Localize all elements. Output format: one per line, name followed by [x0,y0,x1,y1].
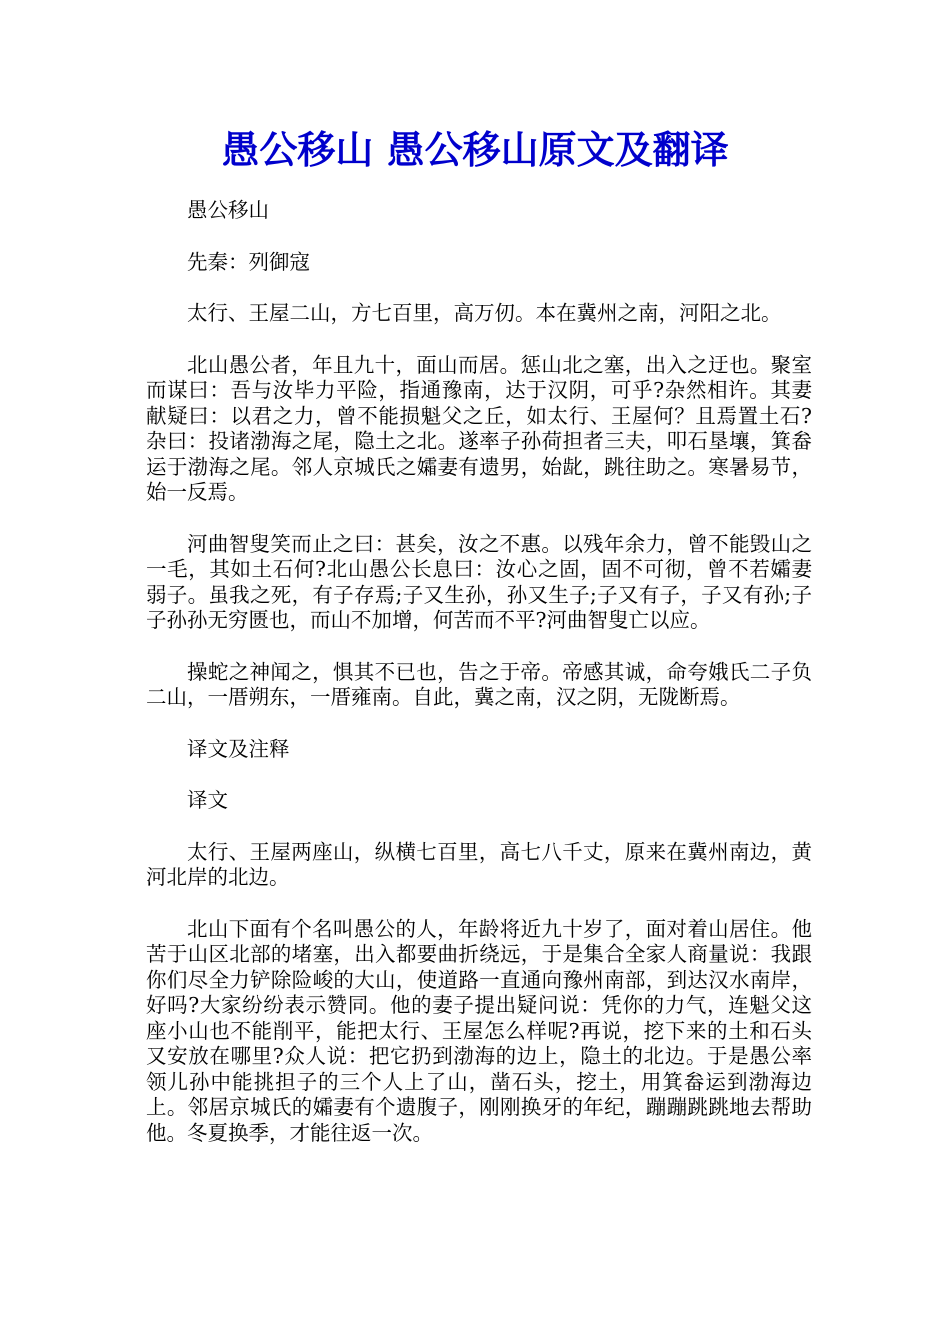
document-title: 愚公移山 愚公移山原文及翻译 [221,128,729,172]
paragraph-subtitle: 愚公移山 [187,198,269,222]
paragraph-original-4: 操蛇之神闻之，惧其不已也，告之于帝。帝感其诚，命夸娥氏二子负二山，一厝朔东，一厝雍南。自此，冀之南，汉之阴，无陇断焉。 [146,659,812,709]
paragraph-translation-1: 太行、王屋两座山，纵横七百里，高七八千丈，原来在冀州南边，黄河北岸的北边。 [146,839,812,889]
document-body [146,198,812,1172]
paragraph-translation-2: 北山下面有个名叫愚公的人，年龄将近九十岁了，面对着山居住。他苦于山区北部的堵塞，出入都要曲折绕远，于是集合全家人商量说：我跟你们尽全力铲除险峻的大山，使道路一直通向豫州南部，到达汉水南岸，好吗?大家纷纷表示赞同。他的妻子提出疑问说：凭你的力气，连魁父这座小山也不能削平，能把太行、王屋怎么样呢?再说，挖下来的土和石头又安放在哪里?众人说：把它扔到渤海的边上，隐土的北边。于是愚公率领儿孙中能挑担子的三个人上了山，凿石头，挖土，用箕畚运到渤海边上。邻居京城氏的孀妻有个遗腹子，刚刚换牙的年纪，蹦蹦跳跳地去帮助他。冬夏换季，才能往返一次。 [146,916,812,1145]
paragraph-original-2: 北山愚公者，年且九十，面山而居。惩山北之塞，出入之迂也。聚室而谋曰：吾与汝毕力平险，指通豫南，达于汉阴，可乎?杂然相许。其妻献疑曰：以君之力，曾不能损魁父之丘，如太行、王屋何？且焉置土石?杂曰：投诸渤海之尾，隐土之北。遂率子孙荷担者三夫，叩石垦壤，箕畚运于渤海之尾。邻人京城氏之孀妻有遗男，始龀，跳往助之。寒暑易节，始一反焉。 [146,352,812,504]
section-heading-translation: 译文 [187,788,228,812]
paragraph-original-3: 河曲智叟笑而止之曰：甚矣，汝之不惠。以残年余力，曾不能毁山之一毛，其如土石何?北山愚公长息曰：汝心之固，固不可彻，曾不若孀妻弱子。虽我之死，有子存焉;子又生孙，孙又生子;子又有子，子又有孙;子子孙孙无穷匮也，而山不加增，何苦而不平?河曲智叟亡以应。 [146,531,812,632]
paragraph-author: 先秦：列御寇 [187,249,310,274]
section-heading-translation-notes: 译文及注释 [187,736,290,761]
paragraph-original-1: 太行、王屋二山，方七百里，高万仞。本在冀州之南，河阳之北。 [187,301,782,325]
